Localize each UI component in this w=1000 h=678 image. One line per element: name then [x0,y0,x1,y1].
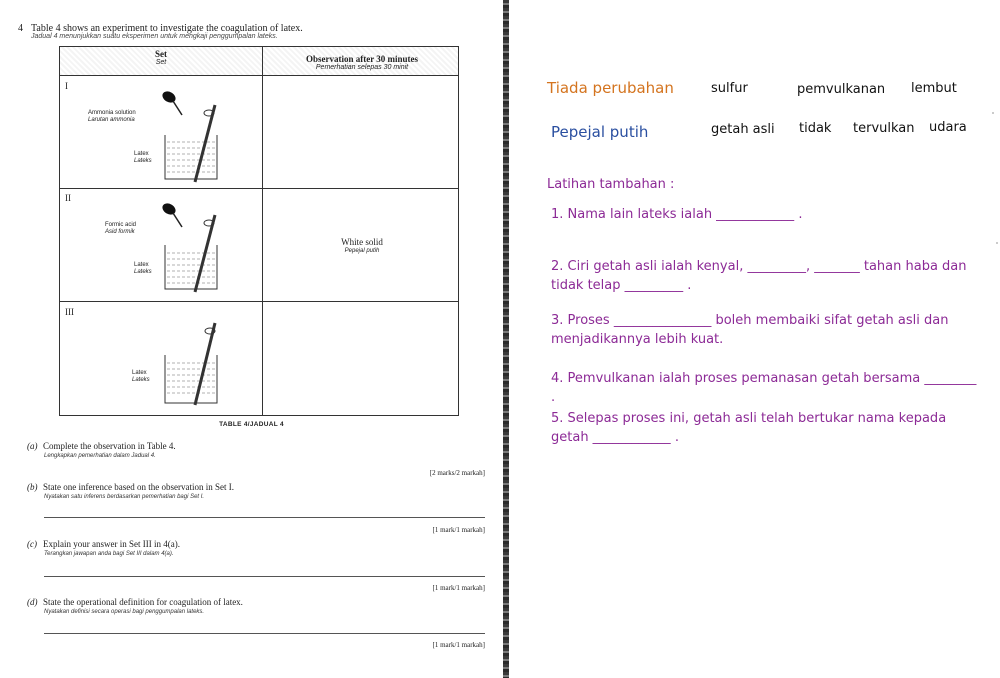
beaker-dropper-diagram-1 [155,87,235,185]
word-tile-sulfur[interactable]: sulfur [711,81,748,96]
word-tile-pemvulkanan[interactable]: pemvulkanan [797,82,886,97]
beaker-dropper-diagram-2 [155,199,235,297]
set2-reagent-label: Formic acid Asid formik [105,222,137,235]
header-set-malay: Set [155,59,167,66]
part-c-answer-line[interactable] [44,576,485,577]
beaker-diagram-3 [155,315,235,413]
exercise-item-1[interactable]: 1. Nama lain lateks ialah ____________ . [551,207,803,222]
set-label-3: III [65,307,74,317]
exercise-panel [509,0,1000,678]
word-tile-getah-asli[interactable]: getah asli [711,122,775,137]
drop-category-pepejal-putih[interactable]: Pepejal putih [551,123,649,141]
part-b-answer-line[interactable] [44,517,485,518]
part-b-marks: [1 mark/1 markah] [432,526,485,534]
word-tile-lembut[interactable]: lembut [911,81,957,96]
exercise-item-4[interactable]: 4. Pemvulkanan ialah proses pemanasan getah bersama ________ . [551,371,977,405]
part-a: (a) Complete the observation in Table 4. [27,441,176,451]
part-c-marks: [1 mark/1 markah] [432,584,485,592]
exercise-item-2[interactable]: 2. Ciri getah asli ialah kenyal, _________, _______ tahan haba dan tidak telap _________ . [551,259,967,293]
set2-latex-label: Latex Lateks [134,262,152,275]
set2-observation-malay: Pepejal putih [344,248,380,254]
set3-latex-label: Latex Lateks [132,370,150,383]
set2-observation: White solid [341,237,383,247]
set-label-1: I [65,81,68,91]
experiment-table [59,46,459,416]
part-d-malay: Nyatakan definisi secara operasi bagi penggumpalan lateks. [44,609,205,615]
part-d: (d) State the operational definition for coagulation of latex. [27,597,243,607]
exercise-heading: Latihan tambahan : [547,177,675,192]
part-b: (b) State one inference based on the observation in Set I. [27,482,234,492]
part-c: (c) Explain your answer in Set III in 4(a). [27,539,180,549]
part-a-marks: [2 marks/2 markah] [429,469,485,477]
exercise-item-5[interactable]: 5. Selepas proses ini, getah asli telah bertukar nama kepada getah ____________ . [551,411,947,445]
part-c-malay: Terangkan jawapan anda bagi Set III dalam 4(a). [44,551,174,557]
question-title-malay: Jadual 4 menunjukkan suatu eksperimen untuk mengkaji penggumpalan lateks. [31,33,278,40]
header-observation-malay: Pemerhatian selepas 30 minit [315,64,409,71]
part-d-marks: [1 mark/1 markah] [432,641,485,649]
header-observation: Observation after 30 minutes [305,54,419,64]
set-label-2: II [65,193,71,203]
question-title: Table 4 shows an experiment to investigate the coagulation of latex. [31,23,303,34]
exercise-item-3[interactable]: 3. Proses _______________ boleh membaiki sifat getah asli dan menjadikannya lebih kuat. [551,313,949,347]
part-b-malay: Nyatakan satu inferens berdasarkan pemerhatian bagi Set I. [44,494,205,500]
word-tile-tidak[interactable]: tidak [799,121,832,136]
set1-latex-label: Latex Lateks [134,151,152,164]
table-caption: TABLE 4/JADUAL 4 [219,421,284,428]
part-d-answer-line[interactable] [44,633,485,634]
word-tile-udara[interactable]: udara [929,120,967,135]
word-tile-tervulkan[interactable]: tervulkan [853,121,915,136]
drop-category-tiada-perubahan[interactable]: Tiada perubahan [547,79,674,97]
part-a-malay: Lengkapkan pemerhatian dalam Jadual 4. [44,453,156,459]
header-set: Set [155,49,167,59]
question-number: 4 [18,23,23,34]
set1-reagent-label: Ammonia solution Larutan ammonia [88,110,136,123]
